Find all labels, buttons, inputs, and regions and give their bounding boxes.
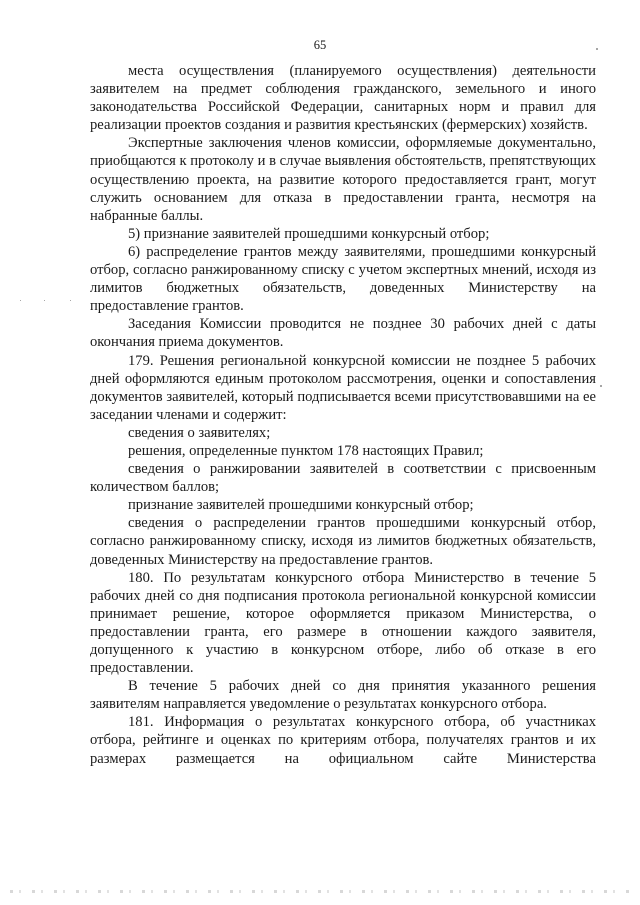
scan-speck [20, 300, 21, 301]
paragraph: признание заявителей прошедшими конкурсный отбор; [128, 497, 474, 514]
scan-edge-noise [10, 890, 630, 893]
paragraph: 5) признание заявителей прошедшими конкурсный отбор; [128, 225, 490, 242]
paragraph: 6) распределение грантов между заявителями, прошедшими конкурсный отбор, согласно ранжированному списку с учетом экспертных мнений, исходя из лимитов бюджетных обязательств, доведенных Министерству на предоставление грантов. [90, 243, 596, 315]
document-body [90, 62, 596, 768]
paragraph: Заседания Комиссии проводится не позднее 30 рабочих дней с даты окончания приема документов. [90, 316, 596, 351]
paragraph: места осуществления (планируемого осуществления) деятельности заявителем на предмет соблюдения гражданского, земельного и иного законодательства Российской Федерации, санитарных норм и правил для реализации проектов создания и развития крестьянских (фермерских) хозяйств. [90, 63, 596, 134]
page-number: 65 [313, 38, 327, 52]
paragraph: сведения о заявителях; [128, 424, 271, 441]
paragraph: Экспертные заключения членов комиссии, оформляемые документально, приобщаются к протоколу и в случае выявления обстоятельств, препятствующих осуществлению проекта, на развитие которого предоставляется грант, могут служить основанием для отказа в предоставлении гранта, несмотря на набранные баллы. [90, 135, 596, 224]
paragraph: 181. Информация о результатах конкурсного отбора, об участниках отбора, рейтинге и оценках по критериям отбора, получателях грантов и их размерах размещается на официальном сайте Министерства [90, 714, 596, 767]
scan-speck [596, 48, 598, 50]
paragraph: В течение 5 рабочих дней со дня принятия указанного решения заявителям направляется уведомление о результатах конкурсного отбора. [90, 678, 596, 713]
scan-speck [70, 300, 71, 301]
scan-speck [44, 300, 45, 301]
paragraph: 179. Решения региональной конкурсной комиссии не позднее 5 рабочих дней оформляются единым протоколом рассмотрения, оценки и сопоставления документов заявителей, который подписывается всеми присутствовавшими на ее заседании членами и содержит: [90, 352, 596, 423]
paragraph: сведения о распределении грантов прошедшими конкурсный отбор, согласно ранжированному списку, исходя из лимитов бюджетных обязательств, доведенных Министерству на предоставление грантов. [90, 515, 596, 568]
paragraph: сведения о ранжировании заявителей в соответствии с присвоенным количеством баллов; [90, 461, 596, 496]
paragraph: решения, определенные пунктом 178 настоящих Правил; [128, 442, 484, 459]
paragraph: 180. По результатам конкурсного отбора Министерство в течение 5 рабочих дней со дня подписания протокола региональной конкурсной комиссии принимает решение, которое оформляется приказом Министерства, о предоставлении гранта, его размере в отношении каждого заявителя, допущенного к участию в конкурсном отборе, либо об отказе в его предоставлении. [90, 569, 596, 677]
scan-speck [600, 385, 602, 387]
